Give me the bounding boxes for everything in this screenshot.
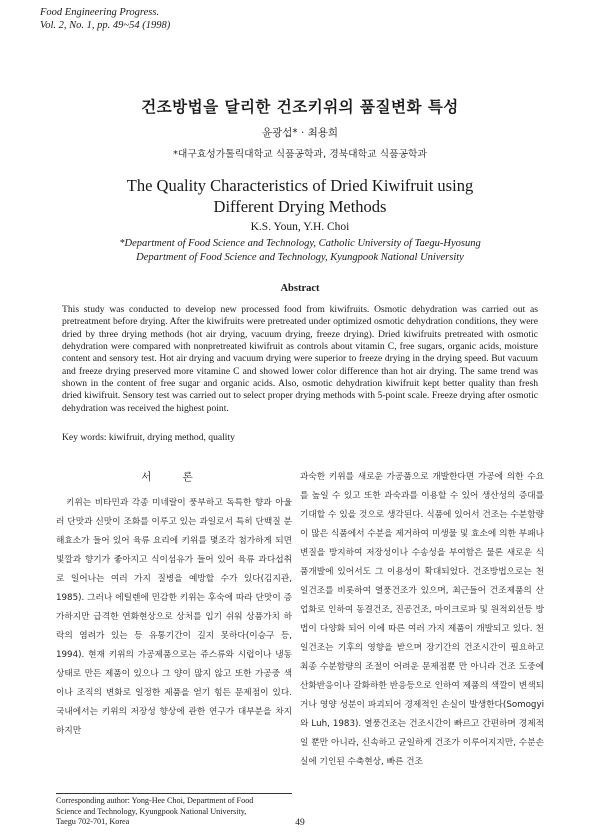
english-affiliation [0, 237, 600, 265]
left-column [56, 468, 292, 741]
section-title: 서 론 [141, 471, 207, 483]
journal-citation: Vol. 2, No. 1, pp. 49~54 (1998) [40, 20, 171, 31]
keywords: Key words: kiwifruit, drying method, quality [62, 432, 235, 443]
footnote-line2: Science and Technology, Kyungpook National University, [56, 806, 247, 816]
abstract-heading: Abstract [280, 283, 320, 294]
right-column [300, 468, 544, 772]
english-authors: K.S. Youn, Y.H. Choi [250, 221, 350, 233]
korean-affiliation: *대구효성가톨릭대학교 식품공학과, 경북대학교 식품공학과 [173, 149, 427, 160]
abstract-text: This study was conducted to develop new processed food from kiwifruits. Osmotic dehydration was carried out as pretreatment before drying. After the kiwifruits were pretreated under optimized osmotic dehydration conditions, they were dried by three drying methods (hot air drying, vacuum drying, freeze drying). Dried kiwifruits pretreated with osmotic dehydration were compared with nonpretreated kiwifruit as controls about vitamin C, free sugars, organic acids, moisture content and sensory test. Hot air drying and vacuum drying were superior to freeze drying in the drying speed. But vacuum and freeze drying preserved more vitamine C and showed lower color difference than hot air drying. The same trend was shown in the content of free sugar and organic acids. Also, osmotic dehydration kiwifruit kept better quality than fresh dried kiwifruit. Sensory test was carried out to select proper drying methods with 5-point scale. Freeze drying after osmotic dehydration was received the highest point. [62, 304, 538, 414]
english-title-line1: The Quality Characteristics of Dried Kiwifruit using [126, 176, 474, 195]
footnote-line1: Corresponding author: Yong-Hee Choi, Department of Food [56, 796, 254, 805]
journal-name: Food Engineering Progress. [40, 7, 160, 18]
english-title [0, 175, 600, 217]
korean-title: 건조방법을 달리한 건조키위의 품질변화 특성 [141, 98, 459, 116]
english-affiliation-line2: Department of Food Science and Technology, Kyungpook National University [136, 252, 464, 263]
right-paragraph: 과숙한 키위를 새로운 가공품으로 개발한다면 가공에 의한 수요를 높일 수 있고 또한 과숙과를 이용할 수 있어 생산성의 증대를 기대할 수 있을 것으로 생각된다. 식품에 있어서 건조는 수분함량이 많은 식품에서 수분을 제거하여 미생물 및 효소에 의한 부패나 변질을 방지하여 저장성이나 수송성을 부여함은 물론 새로운 식품개발에 있어서도 그 이용성이 확대되었다. 건조방법으로는 천일건조를 비롯하여 열풍건조가 있으며, 최근들어 건조제품의 산업화로 인하여 동결건조, 진공건조, 마이크로파 및 원적외선등 방법이 다양화 되어 이에 따른 여러 가지 제품이 개발되고 있다. 천일건조는 기후의 영향을 받으며 장기간의 건조시간이 필요하고 최종 수분함량의 조절이 어려운 문제점뿐 만 아니라 건조 도중에 산화반응이나 갈화하한 반응등으로 인하여 제품의 색깔이 변색되거나 영양 성분이 파괴되어 경제적인 손실이 발생한다(Somogyi와 Luh, 1983). 열풍건조는 건조시간이 빠르고 간편하며 경제적일 뿐만 아니라, 신속하고 균일하게 건조가 이루어지지만, 수분손실에 기인된 수축현상, 빠른 건조 [300, 472, 544, 767]
page-number: 49 [295, 818, 305, 828]
journal-header [40, 6, 170, 32]
footnote-line3: Taegu 702-701, Korea [56, 817, 130, 827]
english-affiliation-line1: *Department of Food Science and Technology, Catholic University of Taegu-Hyosung [119, 238, 481, 249]
left-paragraph: 키위는 비타민과 각종 미네랄이 풍부하고 독특한 향과 아울러 단맛과 신맛이 조화를 이루고 있는 과일로서 특히 단백질 분해효소가 들어 있어 육류 요리에 키위를 몇조각 첨가하게 되면 빛깔과 향기가 좋아지고 식이섬유가 들어 있어 육류 과다섭취로 일어나는 여러 가지 질병을 예방할 수가 있다(김지관, 1985). 그러나 에틸렌에 민감한 키위는 후숙에 따라 단맛이 증가하지만 급격한 연화현상으로 상처를 입기 쉬워 상품가치 하락의 염려가 있는 등 유통기간이 길지 못하다(이승구 등, 1994). 현재 키위의 가공제품으로는 쥬스류와 시럽이나 냉동상태로 만든 제품이 있으나 그 양이 많지 않고 또한 가공중 색이나 조직의 변화로 일정한 제품을 얻기 힘든 문제점이 있다. 국내에서는 키위의 저장성 향상에 관한 연구가 대부분을 차지하지만 [56, 498, 292, 736]
english-title-line2: Different Drying Methods [213, 197, 387, 216]
korean-authors: 윤광섭* · 최용희 [261, 127, 339, 139]
footnote-divider [56, 793, 292, 794]
